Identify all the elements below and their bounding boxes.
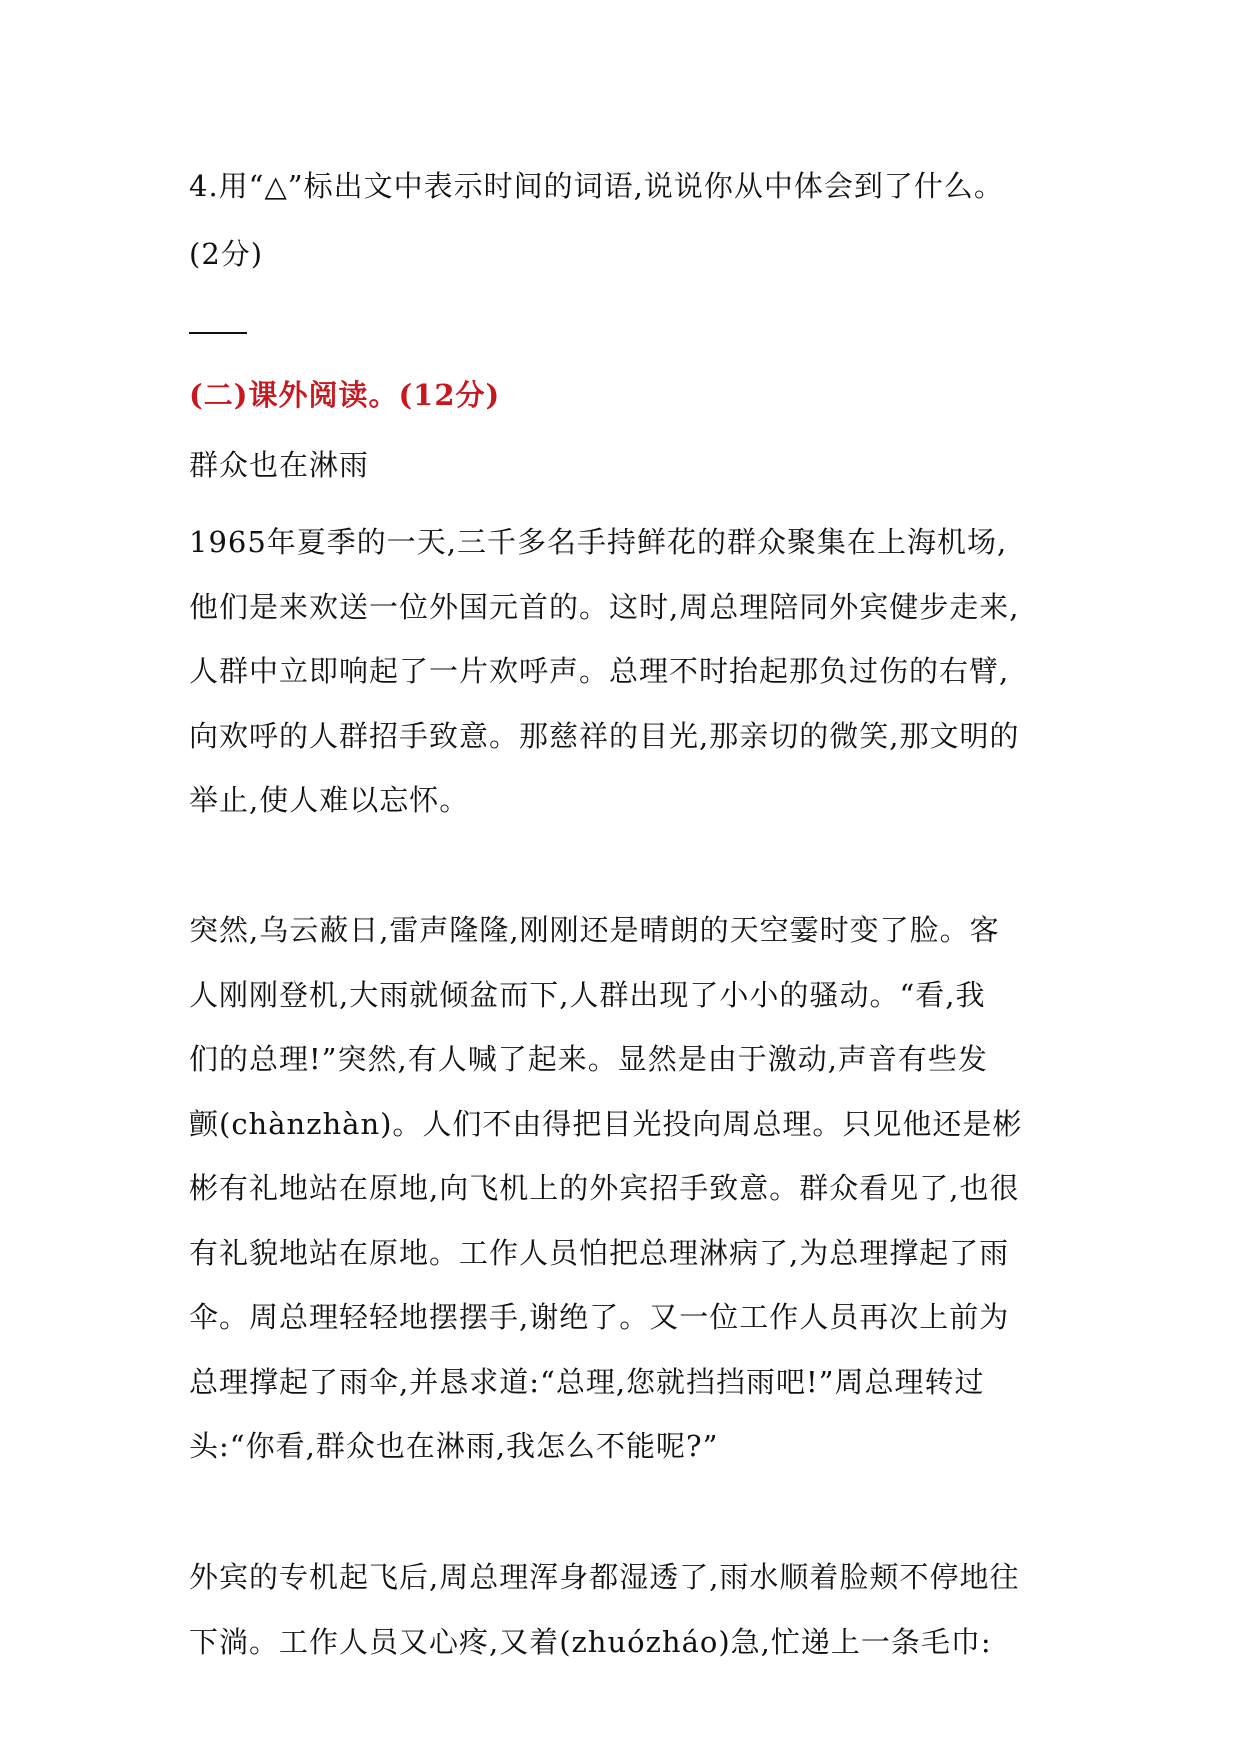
question-4-text: 4.用“△”标出文中表示时间的词语,说说你从中体会到了什么。 (189, 169, 1004, 203)
article-paragraph-2 (189, 910, 1022, 1466)
section-heading: (二)课外阅读。(12分) (189, 378, 501, 412)
paragraph-line: 头:“你看,群众也在淋雨,我怎么不能呢?” (189, 1429, 719, 1463)
paragraph-line: 们的总理!”突然,有人喊了起来。显然是由于激动,声音有些发 (189, 1042, 988, 1076)
question-4-score: (2分) (189, 237, 264, 271)
paragraph-line: 人刚刚登机,大雨就倾盆而下,人群出现了小小的骚动。“看,我 (189, 977, 986, 1012)
paragraph-line: 下淌。工作人员又心疼,又着(zhuózháo)急,忙递上一条毛巾: (189, 1624, 992, 1659)
paragraph-line: 总理撑起了雨伞,并恳求道:“总理,您就挡挡雨吧!”周总理转过 (189, 1364, 985, 1399)
article-title: 群众也在淋雨 (189, 448, 370, 482)
paragraph-line: 彬有礼地站在原地,向飞机上的外宾招手致意。群众看见了,也很 (189, 1171, 1020, 1205)
paragraph-line: 外宾的专机起飞后,周总理浑身都湿透了,雨水顺着脸颊不停地往 (189, 1560, 1020, 1594)
paragraph-line: 1965年夏季的一天,三千多名手持鲜花的群众聚集在上海机场, (189, 525, 1008, 559)
paragraph-line: 颤(chànzhàn)。人们不由得把目光投向周总理。只见他还是彬 (189, 1106, 1023, 1141)
paragraph-line: 人群中立即响起了一片欢呼声。总理不时抬起那负过伤的右臂, (189, 654, 1010, 688)
article-paragraph-3 (189, 1557, 1019, 1662)
paragraph-line: 伞。周总理轻轻地摆摆手,谢绝了。又一位工作人员再次上前为 (189, 1300, 1010, 1334)
paragraph-line: 举止,使人难以忘怀。 (189, 783, 470, 817)
paragraph-line: 有礼貌地站在原地。工作人员怕把总理淋病了,为总理撑起了雨 (189, 1235, 1010, 1270)
paragraph-line: 他们是来欢送一位外国元首的。这时,周总理陪同外宾健步走来, (189, 589, 1020, 624)
answer-blank-line (189, 332, 247, 334)
paragraph-line: 向欢呼的人群招手致意。那慈祥的目光,那亲切的微笑,那文明的 (189, 718, 1020, 753)
paragraph-line: 突然,乌云蔽日,雷声隆隆,刚刚还是晴朗的天空霎时变了脸。客 (189, 913, 1000, 947)
article-paragraph-1 (189, 522, 1019, 820)
